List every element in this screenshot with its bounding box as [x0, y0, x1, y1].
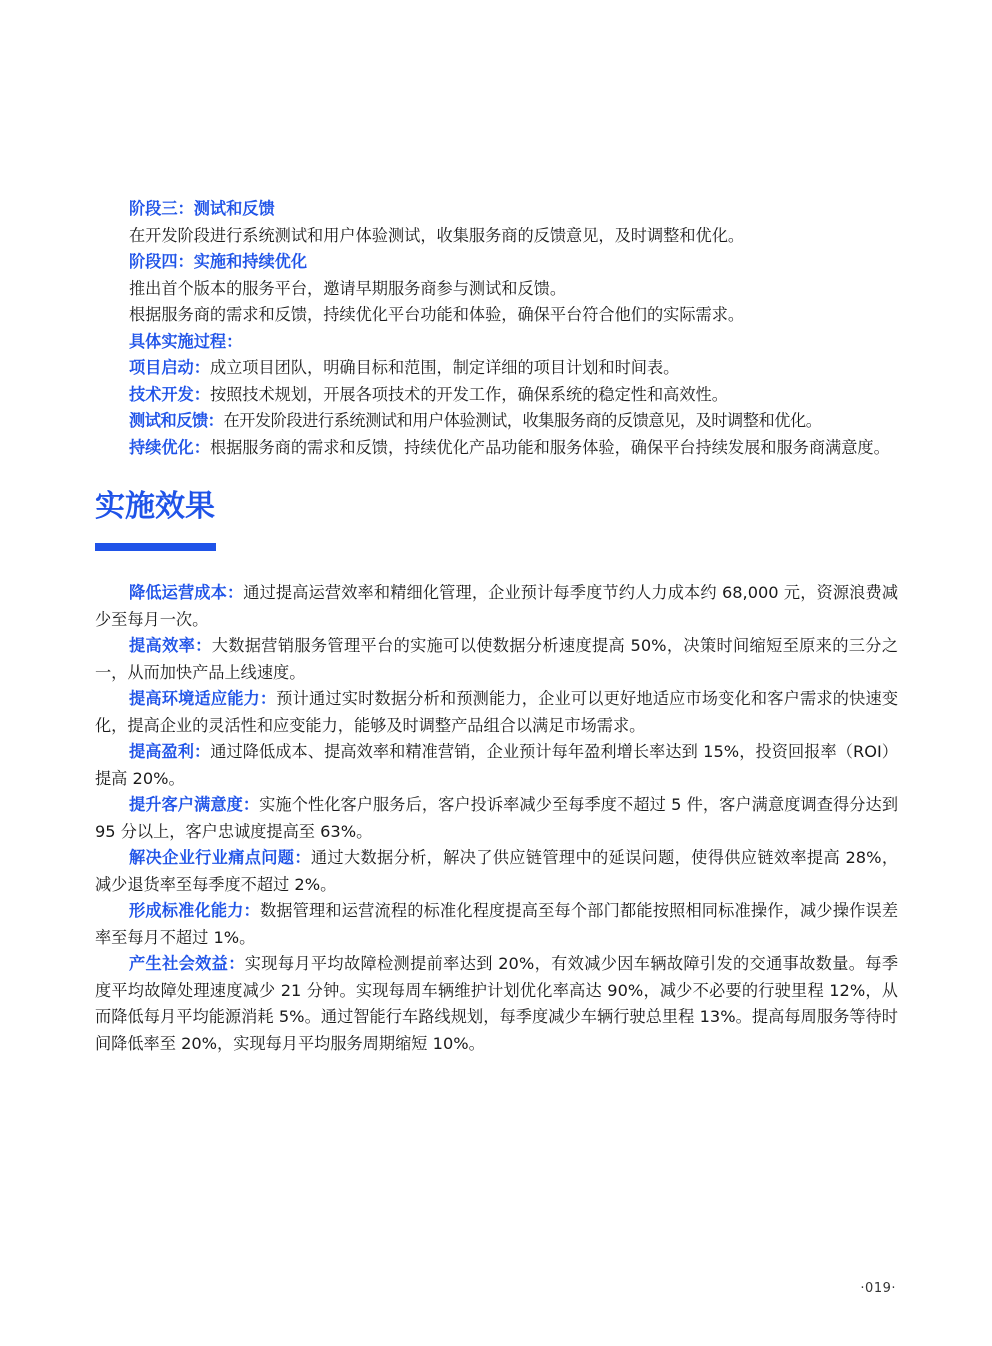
effect-text: 实现每月平均故障检测提前率达到 20%，有效减少因车辆故障引发的交通事故数量。每季度平均故障处理速度减少 21 分钟。实现每周车辆维护计划优化率高达 90%，减少不必要的行驶里程 12%，从而降低每月平均能源消耗 5%。通过智能行车路线规划，每季度减少车辆行驶总里程 13%。提高每周服务等待时间降低率至 20%，实现每月平均服务周期缩短 10%。 [95, 954, 899, 1053]
process-text: 成立项目团队，明确目标和范围，制定详细的项目计划和时间表。 [209, 358, 680, 377]
phase4-text-1: 推出首个版本的服务平台，邀请早期服务商参与测试和反馈。 [129, 278, 567, 298]
process-title: 具体实施过程： [129, 331, 243, 351]
effect-text: 实施个性化客户服务后，客户投诉率减少至每季度不超过 5 件，客户满意度调查得分达到 95 分以上，客户忠诚度提高至 63%。 [95, 795, 899, 841]
effect-item [95, 580, 898, 633]
process-label: 持续优化： [129, 437, 210, 457]
title-underline-bar [95, 543, 216, 551]
effects-list [95, 580, 898, 1057]
effect-label: 解决企业行业痛点问题： [129, 848, 311, 867]
effect-label: 形成标准化能力： [129, 901, 260, 920]
effect-text: 数据管理和运营流程的标准化程度提高至每个部门都能按照相同标准操作，减少操作误差率至每月不超过 1%。 [95, 901, 899, 947]
effect-text: 通过大数据分析，解决了供应链管理中的延误问题，使得供应链效率提高 28%，减少退货率至每季度不超过 2%。 [95, 848, 899, 894]
phase3-text: 在开发阶段进行系统测试和用户体验测试，收集服务商的反馈意见，及时调整和优化。 [129, 225, 745, 245]
effect-label: 提升客户满意度： [129, 795, 260, 814]
effect-label: 产生社会效益： [129, 954, 245, 973]
effect-item [95, 792, 898, 845]
phase4-text-2: 根据服务商的需求和反馈，持续优化平台功能和体验，确保平台符合他们的实际需求。 [129, 305, 745, 324]
section-title: 实施效果 [95, 489, 215, 524]
effect-text: 大数据营销服务管理平台的实施可以使数据分析速度提高 50%，决策时间缩短至原来的三分之一，从而加快产品上线速度。 [95, 636, 899, 682]
process-text: 在开发阶段进行系统测试和用户体验测试，收集服务商的反馈意见，及时调整和优化。 [223, 411, 822, 430]
process-text: 根据服务商的需求和反馈，持续优化产品功能和服务体验，确保平台持续发展和服务商满意度。 [209, 437, 890, 457]
effect-item [95, 898, 898, 951]
effect-label: 提高盈利： [129, 742, 211, 761]
process-label: 测试和反馈： [129, 411, 224, 430]
effect-text: 通过提高运营效率和精细化管理，企业预计每季度节约人力成本约 68,000 元，资源浪费减少至每月一次。 [95, 583, 899, 629]
page-content [95, 196, 898, 1057]
effect-item [95, 686, 898, 739]
effect-label: 提高环境适应能力： [129, 689, 277, 708]
effect-text: 通过降低成本、提高效率和精准营销，企业预计每年盈利增长率达到 15%，投资回报率（ROI）提高 20%。 [95, 742, 898, 788]
effect-item [95, 633, 898, 686]
effect-label: 降低运营成本： [129, 583, 244, 602]
effect-item [95, 951, 898, 1057]
process-item [95, 435, 898, 462]
process-label: 项目启动： [129, 358, 210, 377]
effect-item [95, 739, 898, 792]
effect-text: 预计通过实时数据分析和预测能力，企业可以更好地适应市场变化和客户需求的快速变化，提高企业的灵活性和应变能力，能够及时调整产品组合以满足市场需求。 [95, 689, 899, 735]
process-item [95, 355, 898, 382]
phase3-title: 阶段三：测试和反馈 [129, 199, 275, 218]
process-label: 技术开发： [129, 384, 210, 404]
section-heading [95, 487, 898, 551]
page-number: ·019· [860, 1281, 896, 1296]
phase4-title: 阶段四：实施和持续优化 [129, 252, 308, 271]
process-item [95, 408, 898, 435]
effect-item [95, 845, 898, 898]
process-text: 按照技术规划，开展各项技术的开发工作，确保系统的稳定性和高效性。 [209, 384, 728, 404]
process-item [95, 382, 898, 409]
effect-label: 提高效率： [129, 636, 212, 655]
